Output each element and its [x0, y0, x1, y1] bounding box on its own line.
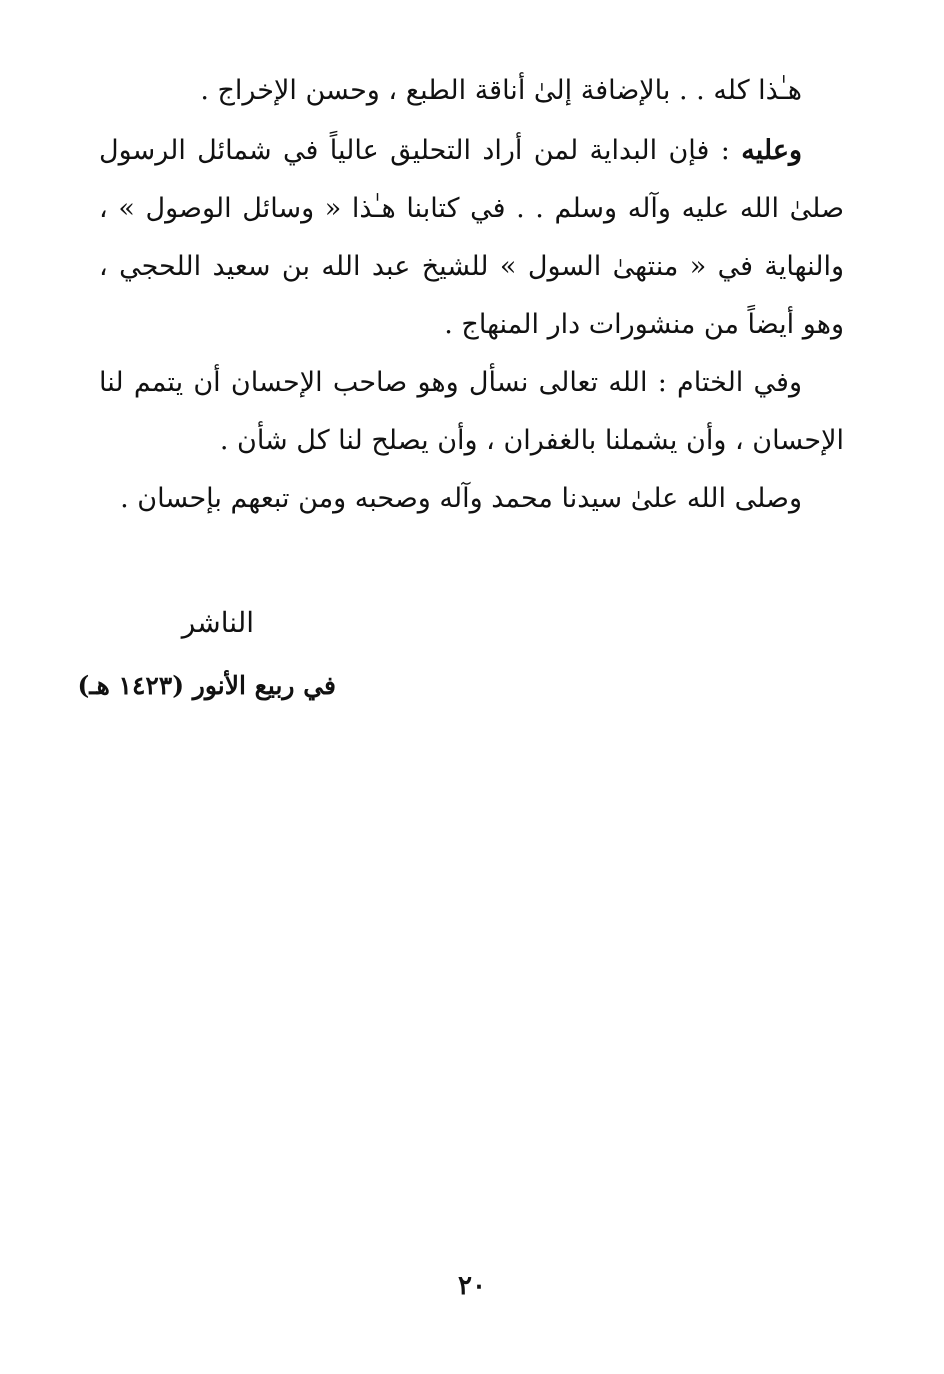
signature-date: في ربيع الأنور (١٤٢٣ هـ)	[77, 671, 336, 700]
paragraph-conclusion	[99, 354, 844, 470]
paragraph-text	[99, 62, 844, 120]
paragraph-text-body: وصلى الله علىٰ سيدنا محمد وآله وصحبه ومن تبعهم بإحسان .	[120, 483, 802, 514]
paragraph-recommendation	[99, 122, 844, 354]
paragraph-text-body: وفي الختام : الله تعالى نسأل وهو صاحب الإحسان أن يتمم لنا الإحسان ، وأن يشملنا بالغفران ، وأن يصلح لنا كل شأن .	[99, 367, 844, 456]
paragraph-text-body: هـٰذا كله . . بالإضافة إلىٰ أناقة الطبع ، وحسن الإخراج .	[200, 75, 802, 106]
paragraph-closing-remark	[99, 62, 844, 120]
paragraph-text	[99, 354, 844, 470]
paragraph-text	[99, 122, 844, 354]
paragraph-text	[99, 470, 844, 528]
paragraph-text-body: : فإن البداية لمن أراد التحليق عالياً في شمائل الرسول صلىٰ الله عليه وآله وسلم . . في كتابنا هـٰذا « وسائل الوصول » ، والنهاية في « منتهىٰ السول » للشيخ عبد الله بن سعيد اللحجي ، وهو أيضاً من منشورات دار المنهاج .	[99, 135, 844, 340]
publisher-signature: الناشر	[181, 606, 254, 639]
paragraph-blessing	[99, 470, 844, 528]
paragraph-lead-word: وعليه	[741, 135, 802, 166]
page-number: ٢٠	[458, 1271, 486, 1301]
